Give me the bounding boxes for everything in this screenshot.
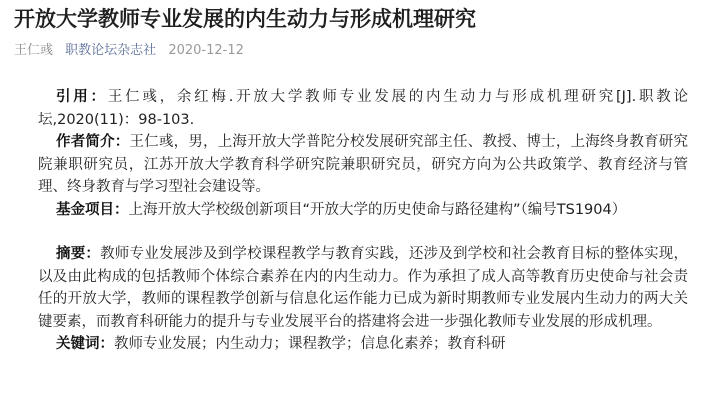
citation-text: 王仁彧，余红梅.开放大学教师专业发展的内生动力与形成机理研究[J].职教论坛,2020(11)：98-103. bbox=[38, 89, 688, 128]
abstract-label: 摘要： bbox=[56, 246, 101, 262]
keywords-paragraph bbox=[38, 333, 688, 356]
author-name: 王仁彧 bbox=[14, 43, 54, 58]
spacer bbox=[38, 221, 688, 243]
account-link[interactable]: 职教论坛杂志社 bbox=[65, 43, 157, 58]
article-content bbox=[14, 86, 690, 356]
keywords-text: 教师专业发展；内生动力；课程教学；信息化素养；教育科研 bbox=[114, 336, 506, 352]
author-intro-label: 作者简介： bbox=[56, 134, 130, 150]
author-intro-paragraph bbox=[38, 131, 688, 199]
fund-text: 上海开放大学校级创新项目“开放大学的历史使命与路径建构”（编号TS1904） bbox=[128, 201, 627, 218]
article-title: 开放大学教师专业发展的内生动力与形成机理研究 bbox=[14, 7, 476, 31]
author-intro-text: 王仁彧，男，上海开放大学普陀分校发展研究部主任、教授、博士，上海终身教育研究院兼职研究员，江苏开放大学教育科学研究院兼职研究员，研究方向为公共政策学、教育经济与管理、终身教育与学习型社会建设等。 bbox=[38, 134, 689, 195]
keywords-label: 关键词： bbox=[56, 336, 114, 352]
citation-paragraph bbox=[38, 86, 688, 131]
publish-date: 2020-12-12 bbox=[168, 43, 244, 58]
abstract-text: 教师专业发展涉及到学校课程教学与教育实践，还涉及到学校和社会教育目标的整体实现，以及由此构成的包括教师个体综合素养在内的内生动力。作为承担了成人高等教育历史使命与社会责任的开放大学，教师的课程教学创新与信息化运作能力已成为新时期教师专业发展内生动力的两大关键要素，而教育科研能力的提升与专业发展平台的搭建将会进一步强化教师专业发展的形成机理。 bbox=[38, 246, 688, 330]
fund-label: 基金项目： bbox=[56, 201, 129, 218]
citation-label: 引用： bbox=[56, 89, 108, 105]
fund-paragraph bbox=[38, 199, 688, 222]
abstract-paragraph bbox=[38, 243, 688, 333]
article-meta bbox=[14, 42, 690, 60]
